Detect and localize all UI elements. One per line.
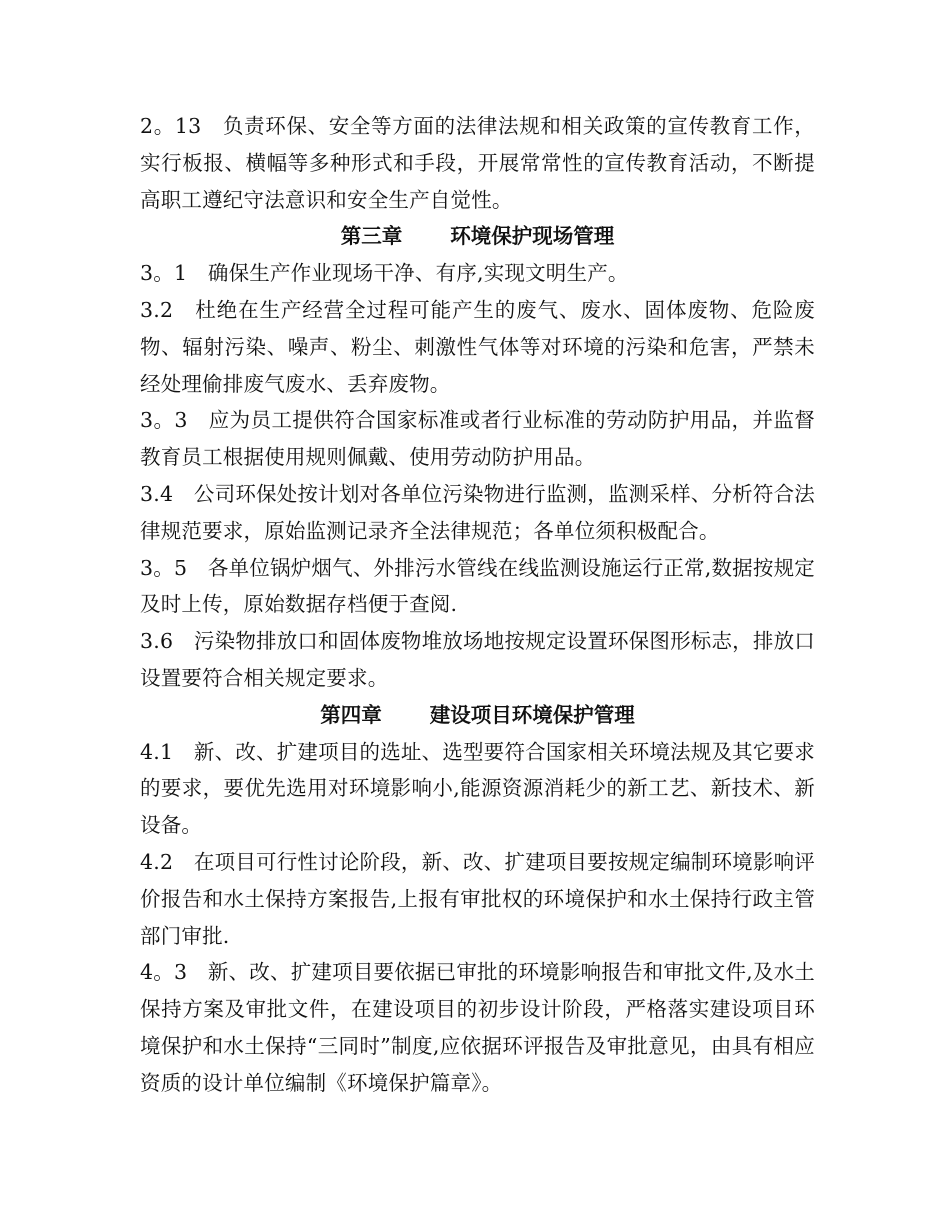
paragraph-3-2: 3.2 杜绝在生产经营全过程可能产生的废气、废水、固体废物、危险废物、辐射污染、噪声、粉尘、刺激性气体等对环境的污染和危害，严禁未经处理偷排废气废水、丢弃废物。 (140, 297, 815, 396)
chapter-4-title: 建设项目环境保护管理 (429, 702, 635, 727)
chapter-3-heading (140, 218, 815, 255)
paragraph-3-1: 3。1 确保生产作业现场干净、有序,实现文明生产。 (140, 261, 629, 286)
document-page (140, 108, 815, 1102)
chapter-4-number: 第四章 (320, 702, 382, 727)
paragraph-4-1: 4.1 新、改、扩建项目的选址、选型要符合国家相关环境法规及其它要求的要求，要优先选用对环境影响小,能源资源消耗少的新工艺、新技术、新设备。 (140, 739, 815, 838)
chapter-3-number: 第三章 (340, 224, 403, 249)
chapter-3-title: 环境保护现场管理 (450, 224, 615, 249)
paragraph-4-2: 4.2 在项目可行性讨论阶段，新、改、扩建项目要按规定编制环境影响评价报告和水土保持方案报告,上报有审批权的环境保护和水土保持行政主管部门审批. (140, 849, 815, 948)
paragraph-4-3: 4。3 新、改、扩建项目要依据已审批的环境影响报告和审批文件,及水土保持方案及审批文件，在建设项目的初步设计阶段，严格落实建设项目环境保护和水土保持“三同时”制度,应依据环评报告及审批意见，由具有相应资质的设计单位编制《环境保护篇章》。 (140, 960, 815, 1095)
chapter-4-heading (140, 697, 815, 734)
paragraph-3-4: 3.4 公司环保处按计划对各单位污染物进行监测，监测采样、分析符合法律规范要求，原始监测记录齐全法律规范；各单位须积极配合。 (140, 481, 815, 543)
paragraph-3-3: 3。3 应为员工提供符合国家标准或者行业标准的劳动防护用品，并监督教育员工根据使用规则佩戴、使用劳动防护用品。 (140, 408, 815, 470)
paragraph-3-5: 3。5 各单位锅炉烟气、外排污水管线在线监测设施运行正常,数据按规定及时上传，原始数据存档便于查阅. (140, 555, 815, 617)
paragraph-2-13: 2。13 负责环保、安全等方面的法律法规和相关政策的宣传教育工作， 实行板报、横幅等多种形式和手段，开展常常性的宣传教育活动，不断提高职工遵纪守法意识和安全生产自觉性。 (140, 114, 815, 212)
paragraph-3-6: 3.6 污染物排放口和固体废物堆放场地按规定设置环保图形标志，排放口设置要符合相关规定要求。 (140, 629, 815, 690)
